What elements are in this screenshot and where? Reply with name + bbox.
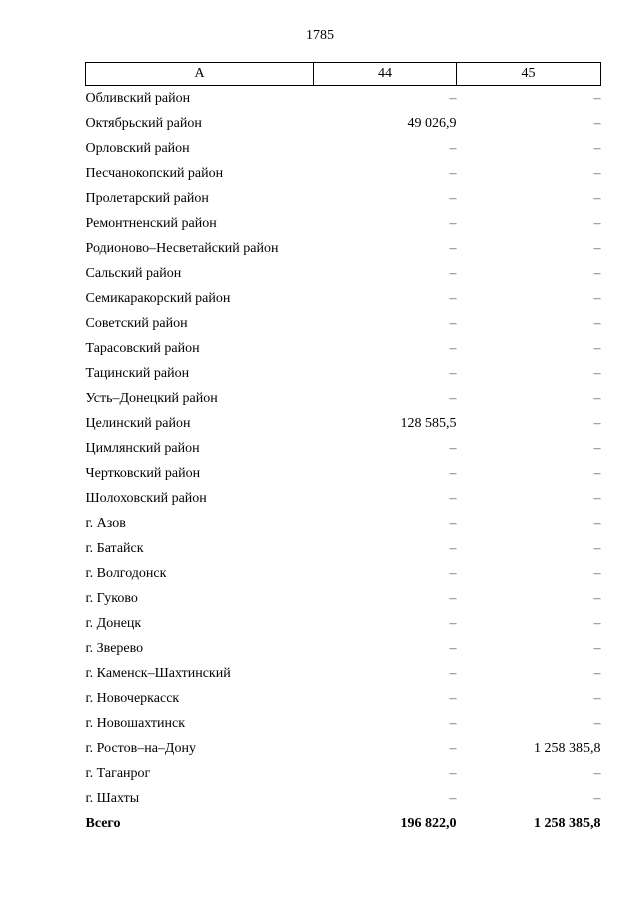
- value-col-44: –: [449, 765, 457, 781]
- row-label: Советский район: [85, 315, 188, 331]
- value-col-45: –: [593, 665, 601, 681]
- value-col-44: –: [449, 715, 457, 731]
- table-row: [86, 311, 601, 336]
- value-col-45: –: [593, 490, 601, 506]
- table-row: [86, 211, 601, 236]
- value-col-44: –: [449, 240, 457, 256]
- table-row: [86, 636, 601, 661]
- row-label: Тацинский район: [85, 365, 190, 381]
- value-col-45: –: [593, 465, 601, 481]
- value-col-45: –: [593, 215, 601, 231]
- row-label: Семикаракорский район: [85, 290, 231, 306]
- row-label: г. Батайск: [85, 540, 144, 556]
- row-label: г. Донецк: [85, 615, 142, 631]
- value-col-45: 1 258 385,8: [534, 740, 601, 756]
- row-label: г. Зверево: [85, 640, 144, 656]
- table-row: [86, 236, 601, 261]
- row-label: Усть–Донецкий район: [85, 390, 218, 406]
- value-col-44: –: [449, 540, 457, 556]
- table-row: [86, 736, 601, 761]
- table-body: [86, 86, 601, 838]
- column-header-45: 45: [457, 63, 601, 86]
- table-row: [86, 386, 601, 411]
- value-col-45: –: [593, 690, 601, 706]
- value-col-45: –: [593, 390, 601, 406]
- value-col-45: –: [593, 140, 601, 156]
- value-col-44: –: [449, 640, 457, 656]
- value-col-45: –: [593, 190, 601, 206]
- value-col-45: –: [593, 440, 601, 456]
- value-col-44: –: [449, 665, 457, 681]
- column-header-a: А: [86, 63, 314, 86]
- value-col-45: –: [593, 540, 601, 556]
- table-row: [86, 136, 601, 161]
- value-col-44: –: [449, 90, 457, 106]
- row-label: г. Шахты: [85, 790, 140, 806]
- table-row: [86, 561, 601, 586]
- value-col-45: –: [593, 265, 601, 281]
- row-label: Чертковский район: [85, 465, 201, 481]
- value-col-45: –: [593, 365, 601, 381]
- value-col-44: –: [449, 565, 457, 581]
- row-label: Целинский район: [85, 415, 191, 431]
- value-col-44: –: [449, 440, 457, 456]
- row-label: г. Таганрог: [85, 765, 151, 781]
- row-label: г. Ростов–на–Дону: [85, 740, 196, 756]
- row-label: Октябрьский район: [85, 115, 202, 131]
- table-row: [86, 436, 601, 461]
- table-row: [86, 586, 601, 611]
- value-col-44: –: [449, 390, 457, 406]
- value-col-45: –: [593, 790, 601, 806]
- column-header-44: 44: [314, 63, 457, 86]
- row-label: Всего: [85, 816, 121, 831]
- value-col-45: –: [593, 115, 601, 131]
- value-col-45: –: [593, 615, 601, 631]
- table-row: [86, 86, 601, 112]
- row-label: г. Азов: [85, 515, 126, 531]
- table-row: [86, 111, 601, 136]
- table-row: [86, 411, 601, 436]
- row-label: Пролетарский район: [85, 190, 209, 206]
- value-col-44: –: [449, 140, 457, 156]
- table-row: [86, 536, 601, 561]
- value-col-44: –: [449, 515, 457, 531]
- table-row: [86, 186, 601, 211]
- row-label: Орловский район: [85, 140, 190, 156]
- value-col-45: 1 258 385,8: [534, 816, 601, 831]
- budget-table: [85, 62, 601, 837]
- value-col-44: –: [449, 365, 457, 381]
- value-col-45: –: [593, 565, 601, 581]
- table-row: [86, 786, 601, 811]
- row-label: г. Волгодонск: [85, 565, 167, 581]
- value-col-44: –: [449, 190, 457, 206]
- table-row: [86, 161, 601, 186]
- value-col-45: –: [593, 340, 601, 356]
- row-label: Обливский район: [85, 90, 191, 106]
- value-col-44: 128 585,5: [400, 415, 457, 431]
- row-label: г. Гуково: [85, 590, 138, 606]
- row-label: Шолоховский район: [85, 490, 207, 506]
- value-col-44: 196 822,0: [400, 816, 457, 831]
- table-row: [86, 286, 601, 311]
- value-col-45: –: [593, 90, 601, 106]
- value-col-45: –: [593, 290, 601, 306]
- table-row: [86, 486, 601, 511]
- row-label: г. Новочеркасск: [85, 690, 180, 706]
- table-row: [86, 686, 601, 711]
- value-col-44: –: [449, 615, 457, 631]
- row-label: Тарасовский район: [85, 340, 200, 356]
- value-col-44: –: [449, 590, 457, 606]
- value-col-44: –: [449, 790, 457, 806]
- value-col-44: –: [449, 740, 457, 756]
- table-row: [86, 611, 601, 636]
- value-col-44: 49 026,9: [407, 115, 457, 131]
- row-label: Ремонтненский район: [85, 215, 217, 231]
- value-col-44: –: [449, 465, 457, 481]
- value-col-44: –: [449, 690, 457, 706]
- value-col-44: –: [449, 215, 457, 231]
- value-col-45: –: [593, 765, 601, 781]
- table-row: [86, 336, 601, 361]
- table-row: [86, 361, 601, 386]
- row-label: г. Новошахтинск: [85, 715, 186, 731]
- table-row: [86, 661, 601, 686]
- value-col-44: –: [449, 315, 457, 331]
- table-row: [86, 761, 601, 786]
- value-col-45: –: [593, 590, 601, 606]
- value-col-45: –: [593, 715, 601, 731]
- row-label: Сальский район: [85, 265, 182, 281]
- value-col-44: –: [449, 490, 457, 506]
- value-col-44: –: [449, 290, 457, 306]
- value-col-45: –: [593, 240, 601, 256]
- row-label: Родионово–Несветайский район: [85, 240, 279, 256]
- page-number: 1785: [306, 28, 334, 43]
- row-label: Песчанокопский район: [85, 165, 224, 181]
- table-row: [86, 511, 601, 536]
- value-col-45: –: [593, 315, 601, 331]
- total-row: [86, 811, 601, 837]
- row-label: Цимлянский район: [85, 440, 200, 456]
- table-row: [86, 461, 601, 486]
- value-col-45: –: [593, 415, 601, 431]
- table-row: [86, 711, 601, 736]
- value-col-45: –: [593, 165, 601, 181]
- value-col-44: –: [449, 340, 457, 356]
- value-col-44: –: [449, 165, 457, 181]
- value-col-44: –: [449, 265, 457, 281]
- value-col-45: –: [593, 515, 601, 531]
- table-header-row: [86, 63, 601, 86]
- table-row: [86, 261, 601, 286]
- row-label: г. Каменск–Шахтинский: [85, 665, 231, 681]
- value-col-45: –: [593, 640, 601, 656]
